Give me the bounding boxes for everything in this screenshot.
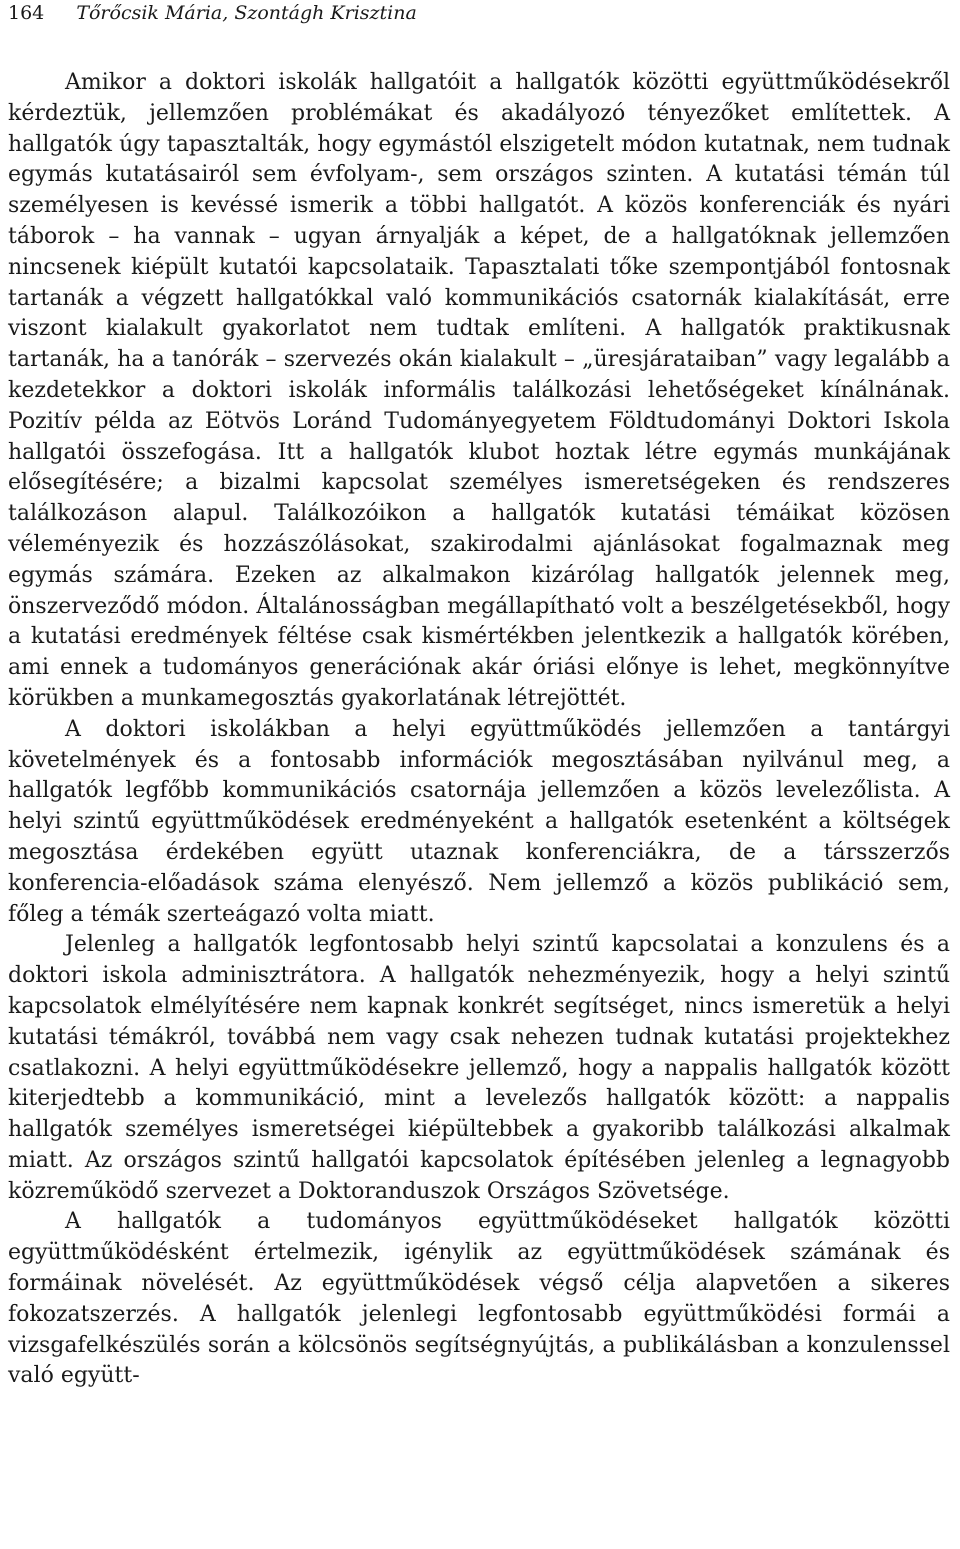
running-header bbox=[8, 0, 417, 26]
paragraph: A hallgatók a tudományos együttműködéseket hallgatók közötti együttműködésként értelmezik, igénylik az együttműködések számának és formáinak növelését. Az együttműködések végső célja alapvetően a sikeres fokozatszerzés. A hallgatók jelenlegi legfontosabb együttműködési formái a vizsgafelkészülés során a kölcsönös segítségnyújtás, a publikálásban a konzulenssel való együtt- bbox=[8, 1209, 950, 1389]
paragraph: A doktori iskolákban a helyi együttműködés jellemzően a tantárgyi követelmények és a fontosabb információk megosztásában nyilvánul meg, a hallgatók legfőbb kommunikációs csatornája jellemzően a közös levelezőlista. A helyi szintű együttműködések eredményeként a hallgatók esetenként a költségek megosztása érdekében együtt utaznak konferenciákra, de a társszerzős konferencia-előadások száma elenyésző. Nem jellemző a közös publikáció sem, főleg a témák szerteágazó volta miatt. bbox=[8, 716, 950, 927]
page-number: 164 bbox=[8, 2, 45, 24]
running-title: Tőrőcsik Mária, Szontágh Krisztina bbox=[76, 2, 417, 24]
body-text bbox=[8, 68, 950, 1392]
paragraph: Jelenleg a hallgatók legfontosabb helyi szintű kapcsolatai a konzulens és a doktori iskola adminisztrátora. A hallgatók nehezményezik, hogy a helyi szintű kapcsolatok elmélyítésére nem kapnak konkrét segítséget, nincs ismeretük a helyi kutatási témákról, továbbá nem vagy csak nehezen tudnak kutatási projektekhez csatlakozni. A helyi együttműködésekre jellemző, hogy a nappalis hallgatók között kiterjedtebb a kommunikáció, mint a levelezős hallgatók között: a nappalis hallgatók személyes ismeretségei kiépültebbek a gyakoribb találkozási alkalmak miatt. Az országos szintű hallgatói kapcsolatok építésében jelenleg a legnagyobb közreműködő szervezet a Doktoranduszok Országos Szövetsége. bbox=[8, 932, 950, 1204]
paragraph: Amikor a doktori iskolák hallgatóit a hallgatók közötti együttműködésekről kérdeztük, jellemzően problémákat és akadályozó tényezőket említettek. A hallgatók úgy tapasztalták, hogy egymástól elszigetelt módon kutatnak, nem tudnak egymás kutatásairól sem évfolyam-, sem országos szinten. A kutatási témán túl személyesen is kevéssé ismerik a többi hallgatót. A közös konferenciák és nyári táborok – ha vannak – ugyan árnyalják a képet, de a hallgatóknak jellemzően nincsenek kiépült kutatói kapcsolataik. Tapasztalati tőke szempontjából fontosnak tartanák a végzett hallgatókkal való kommunikációs csatornák kialakítását, erre viszont kialakult gyakorlatot nem tudtak említeni. A hallgatók praktikusnak tartanák, ha a tanórák – szervezés okán kialakult – „üresjárataiban” vagy legalább a kezdetekkor a doktori iskolák informális találkozási lehetőségeket kínálnának. Pozitív példa az Eötvös Loránd Tudományegyetem Földtudományi Doktori Iskola hallgatói összefogása. Itt a hallgatók klubot hoztak létre egymás munkájának elősegítésére; a bizalmi kapcsolat személyes ismeretségeken és rendszeres találkozáson alapul. Találkozóikon a hallgatók kutatási témáikat közösen véleményezik és hozzászólásokat, szakirodalmi ajánlásokat fogalmaznak meg egymás számára. Ezeken az alkalmakon kizárólag hallgatók jelennek meg, önszerveződő módon. Általánosságban megállapítható volt a beszélgetésekből, hogy a kutatási eredmények féltése csak kismértékben jelentkezik a hallgatók körében, ami ennek a tudományos generációnak akár óriási előnye is lehet, megkönnyítve körükben a munkamegosztás gyakorlatának létrejöttét. bbox=[8, 70, 950, 711]
